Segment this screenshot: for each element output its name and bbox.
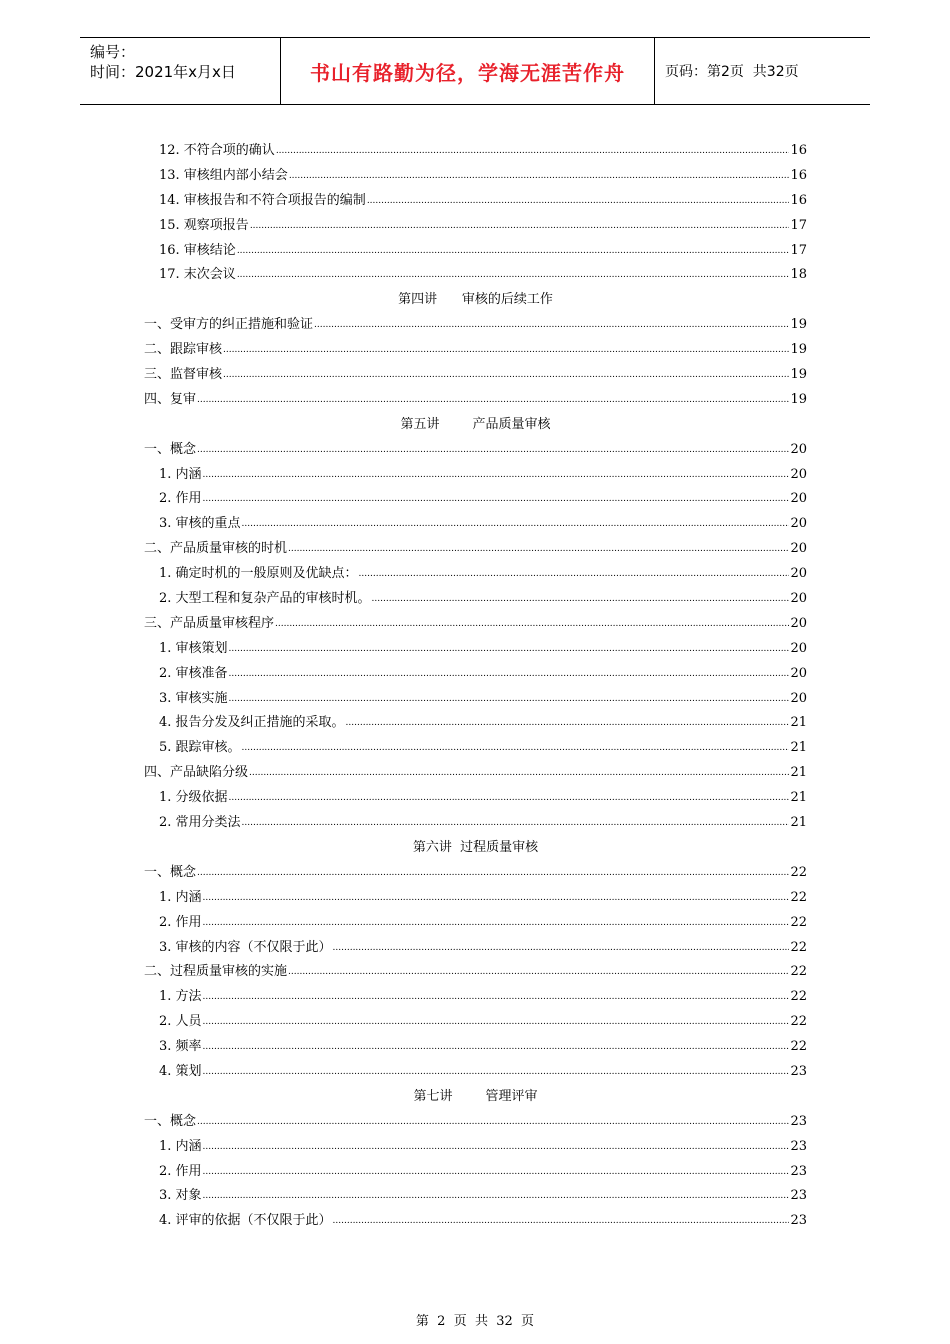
- toc-entry-page-number: 20: [790, 690, 807, 706]
- toc-dot-leader: [203, 889, 790, 904]
- toc-dot-leader: [203, 914, 790, 929]
- toc-entry[interactable]: [144, 736, 807, 761]
- toc-entry[interactable]: [144, 1184, 807, 1209]
- page-footer: 第 2 页 共 32 页: [415, 1314, 535, 1329]
- toc-entry-page-number: 19: [790, 342, 807, 358]
- toc-entry-label: 三、监督审核: [144, 367, 223, 383]
- toc-dot-leader: [203, 1187, 790, 1202]
- toc-entry-page-number: 16: [790, 192, 807, 208]
- toc-dot-leader: [229, 789, 790, 804]
- toc-dot-leader: [203, 466, 790, 481]
- toc-entry-page-number: 16: [790, 167, 807, 183]
- toc-dot-leader: [314, 316, 789, 331]
- toc-entry[interactable]: [144, 960, 807, 985]
- toc-entry-page-number: 23: [790, 1213, 807, 1229]
- toc-entry-page-number: 22: [790, 1014, 807, 1030]
- toc-section-heading: 第五讲 产品质量审核: [400, 416, 551, 432]
- toc-entry[interactable]: [144, 189, 807, 214]
- toc-entry-page-number: 20: [790, 591, 807, 607]
- toc-entry-page-number: 20: [790, 491, 807, 507]
- toc-entry[interactable]: [144, 139, 807, 164]
- toc-entry[interactable]: [144, 263, 807, 288]
- toc-dot-leader: [229, 690, 790, 705]
- toc-dot-leader: [288, 540, 789, 555]
- toc-entry[interactable]: [144, 936, 807, 961]
- toc-dot-leader: [237, 242, 790, 257]
- toc-entry-label: 一、受审方的纠正措施和验证: [144, 317, 314, 333]
- toc-entry[interactable]: [144, 214, 807, 239]
- toc-entry[interactable]: [144, 363, 807, 388]
- toc-entry[interactable]: [144, 687, 807, 712]
- toc-entry[interactable]: [144, 1135, 807, 1160]
- toc-entry-label: 四、复审: [144, 391, 197, 407]
- toc-entry-label: 12. 不符合项的确认: [159, 143, 275, 158]
- toc-entry-page-number: 19: [790, 391, 807, 407]
- toc-dot-leader: [288, 963, 789, 978]
- toc-entry[interactable]: [144, 985, 807, 1010]
- toc-entry[interactable]: [144, 637, 807, 662]
- toc-entry-page-number: 22: [790, 1039, 807, 1055]
- toc-entry[interactable]: [144, 537, 807, 562]
- toc-entry-label: 2. 审核准备: [159, 665, 228, 681]
- toc-dot-leader: [249, 764, 789, 779]
- header-motto: 书山有路勤为径，学海无涯苦作舟: [281, 38, 655, 104]
- toc-dot-leader: [223, 366, 789, 381]
- toc-entry-label: 3. 审核的内容（不仅限于此）: [159, 939, 332, 955]
- toc-entry-page-number: 23: [790, 1063, 807, 1079]
- toc-entry[interactable]: [144, 463, 807, 488]
- toc-dot-leader: [333, 939, 790, 954]
- toc-entry-page-number: 20: [790, 466, 807, 482]
- toc-entry[interactable]: [144, 239, 807, 264]
- toc-entry-page-number: 23: [790, 1138, 807, 1154]
- page-header: [80, 37, 870, 105]
- toc-dot-leader: [197, 864, 789, 879]
- toc-entry[interactable]: [144, 1010, 807, 1035]
- toc-entry-label: 4. 策划: [159, 1063, 202, 1079]
- toc-dot-leader: [229, 665, 790, 680]
- table-of-contents: [144, 139, 807, 1234]
- toc-entry-label: 1. 内涵: [159, 1138, 202, 1154]
- toc-entry-page-number: 20: [790, 516, 807, 532]
- toc-entry[interactable]: [144, 438, 807, 463]
- toc-entry-label: 一、概念: [144, 1113, 197, 1129]
- toc-entry[interactable]: [144, 388, 807, 413]
- toc-dot-leader: [237, 266, 790, 281]
- toc-section-heading: 第七讲 管理评审: [413, 1088, 538, 1104]
- header-meta: [80, 38, 281, 104]
- toc-entry-page-number: 18: [790, 267, 807, 283]
- toc-entry-label: 三、产品质量审核程序: [144, 615, 275, 631]
- toc-entry-label: 3. 审核实施: [159, 690, 228, 706]
- toc-entry-label: 四、产品缺陷分级: [144, 765, 249, 781]
- toc-entry-label: 1. 审核策划: [159, 640, 228, 656]
- header-page-info-cell: [655, 38, 870, 104]
- toc-entry-page-number: 17: [790, 242, 807, 258]
- toc-entry-label: 1. 分级依据: [159, 790, 228, 806]
- toc-dot-leader: [223, 341, 789, 356]
- toc-dot-leader: [197, 441, 789, 456]
- toc-entry-label: 13. 审核组内部小结会: [159, 167, 288, 183]
- toc-entry[interactable]: [144, 338, 807, 363]
- toc-section-heading: 第六讲 过程质量审核: [412, 839, 539, 855]
- toc-entry-page-number: 23: [790, 1113, 807, 1129]
- toc-entry-page-number: 21: [790, 790, 807, 806]
- toc-entry-label: 1. 内涵: [159, 466, 202, 482]
- toc-entry-label: 5. 跟踪审核。: [159, 740, 241, 756]
- toc-dot-leader: [197, 1113, 789, 1128]
- toc-entry-page-number: 19: [790, 367, 807, 383]
- toc-entry-label: 2. 常用分类法: [159, 815, 241, 831]
- toc-entry-page-number: 21: [790, 740, 807, 756]
- toc-entry[interactable]: [144, 1160, 807, 1185]
- toc-entry-label: 2. 人员: [159, 1014, 202, 1030]
- toc-entry-page-number: 19: [790, 317, 807, 333]
- header-page-info: 页码：第2页 共32页: [665, 64, 799, 80]
- toc-entry[interactable]: [144, 761, 807, 786]
- toc-dot-leader: [367, 192, 790, 207]
- toc-entry-page-number: 17: [790, 217, 807, 233]
- toc-entry-label: 2. 作用: [159, 1163, 202, 1179]
- toc-entry-label: 1. 内涵: [159, 889, 202, 905]
- toc-entry-label: 一、概念: [144, 441, 197, 457]
- toc-entry-page-number: 22: [790, 914, 807, 930]
- toc-entry-page-number: 20: [790, 640, 807, 656]
- toc-entry-label: 16. 审核结论: [159, 242, 236, 258]
- toc-entry-page-number: 20: [790, 665, 807, 681]
- toc-entry-label: 3. 频率: [159, 1039, 202, 1055]
- toc-dot-leader: [197, 391, 789, 406]
- toc-entry-page-number: 22: [790, 989, 807, 1005]
- toc-entry-page-number: 22: [790, 939, 807, 955]
- toc-dot-leader: [276, 142, 790, 157]
- toc-dot-leader: [372, 590, 790, 605]
- toc-entry-label: 3. 对象: [159, 1188, 202, 1204]
- toc-entry[interactable]: [144, 313, 807, 338]
- toc-entry-page-number: 21: [790, 715, 807, 731]
- toc-dot-leader: [359, 565, 790, 580]
- toc-dot-leader: [242, 739, 790, 754]
- toc-entry[interactable]: [144, 1209, 807, 1234]
- toc-dot-leader: [203, 1163, 790, 1178]
- toc-dot-leader: [203, 1038, 790, 1053]
- toc-dot-leader: [289, 167, 790, 182]
- toc-entry[interactable]: [144, 587, 807, 612]
- toc-entry[interactable]: [144, 711, 807, 736]
- toc-entry-label: 15. 观察项报告: [159, 217, 249, 233]
- toc-section-heading: 第四讲 审核的后续工作: [398, 292, 553, 308]
- toc-entry-page-number: 21: [790, 815, 807, 831]
- toc-entry[interactable]: [144, 861, 807, 886]
- toc-entry-label: 一、概念: [144, 864, 197, 880]
- toc-dot-leader: [242, 515, 790, 530]
- toc-entry[interactable]: [144, 662, 807, 687]
- toc-entry-label: 14. 审核报告和不符合项报告的编制: [159, 192, 366, 208]
- toc-entry[interactable]: [144, 512, 807, 537]
- toc-entry[interactable]: [144, 1060, 807, 1085]
- toc-entry[interactable]: [144, 786, 807, 811]
- toc-entry-label: 2. 作用: [159, 914, 202, 930]
- toc-entry-label: 1. 方法: [159, 989, 202, 1005]
- toc-entry-page-number: 21: [790, 765, 807, 781]
- toc-dot-leader: [203, 1063, 790, 1078]
- toc-entry-label: 4. 报告分发及纠正措施的采取。: [159, 715, 345, 731]
- toc-entry-page-number: 23: [790, 1163, 807, 1179]
- toc-entry[interactable]: [144, 811, 807, 836]
- toc-entry[interactable]: [144, 612, 807, 637]
- toc-dot-leader: [242, 814, 790, 829]
- toc-entry-page-number: 20: [790, 441, 807, 457]
- toc-dot-leader: [203, 490, 790, 505]
- toc-entry-label: 1. 确定时机的一般原则及优缺点：: [159, 566, 358, 582]
- toc-entry-page-number: 22: [790, 889, 807, 905]
- toc-entry-label: 17. 末次会议: [159, 267, 236, 283]
- toc-entry[interactable]: [144, 562, 807, 587]
- toc-entry-page-number: 20: [790, 615, 807, 631]
- toc-dot-leader: [250, 217, 790, 232]
- toc-entry-label: 二、跟踪审核: [144, 342, 223, 358]
- toc-dot-leader: [203, 1013, 790, 1028]
- toc-entry-label: 二、过程质量审核的实施: [144, 964, 288, 980]
- toc-entry-label: 2. 作用: [159, 491, 202, 507]
- toc-entry[interactable]: [144, 164, 807, 189]
- toc-dot-leader: [346, 714, 790, 729]
- header-time-label: 时间：2021年x月x日: [90, 63, 236, 81]
- header-code-label: 编号：: [90, 43, 136, 61]
- toc-entry-page-number: 23: [790, 1188, 807, 1204]
- toc-entry-label: 4. 评审的依据（不仅限于此）: [159, 1213, 332, 1229]
- toc-dot-leader: [333, 1212, 790, 1227]
- toc-entry-label: 二、产品质量审核的时机: [144, 541, 288, 557]
- toc-dot-leader: [203, 988, 790, 1003]
- toc-entry-page-number: 22: [790, 964, 807, 980]
- toc-entry-label: 3. 审核的重点: [159, 516, 241, 532]
- toc-entry-page-number: 20: [790, 541, 807, 557]
- toc-dot-leader: [203, 1138, 790, 1153]
- toc-dot-leader: [275, 615, 789, 630]
- toc-entry[interactable]: [144, 1110, 807, 1135]
- toc-entry-label: 2. 大型工程和复杂产品的审核时机。: [159, 591, 371, 607]
- toc-entry-page-number: 20: [790, 566, 807, 582]
- toc-entry-page-number: 22: [790, 864, 807, 880]
- toc-entry[interactable]: [144, 911, 807, 936]
- toc-entry[interactable]: [144, 886, 807, 911]
- toc-entry-page-number: 16: [790, 143, 807, 158]
- toc-entry[interactable]: [144, 487, 807, 512]
- toc-entry[interactable]: [144, 1035, 807, 1060]
- toc-dot-leader: [229, 640, 790, 655]
